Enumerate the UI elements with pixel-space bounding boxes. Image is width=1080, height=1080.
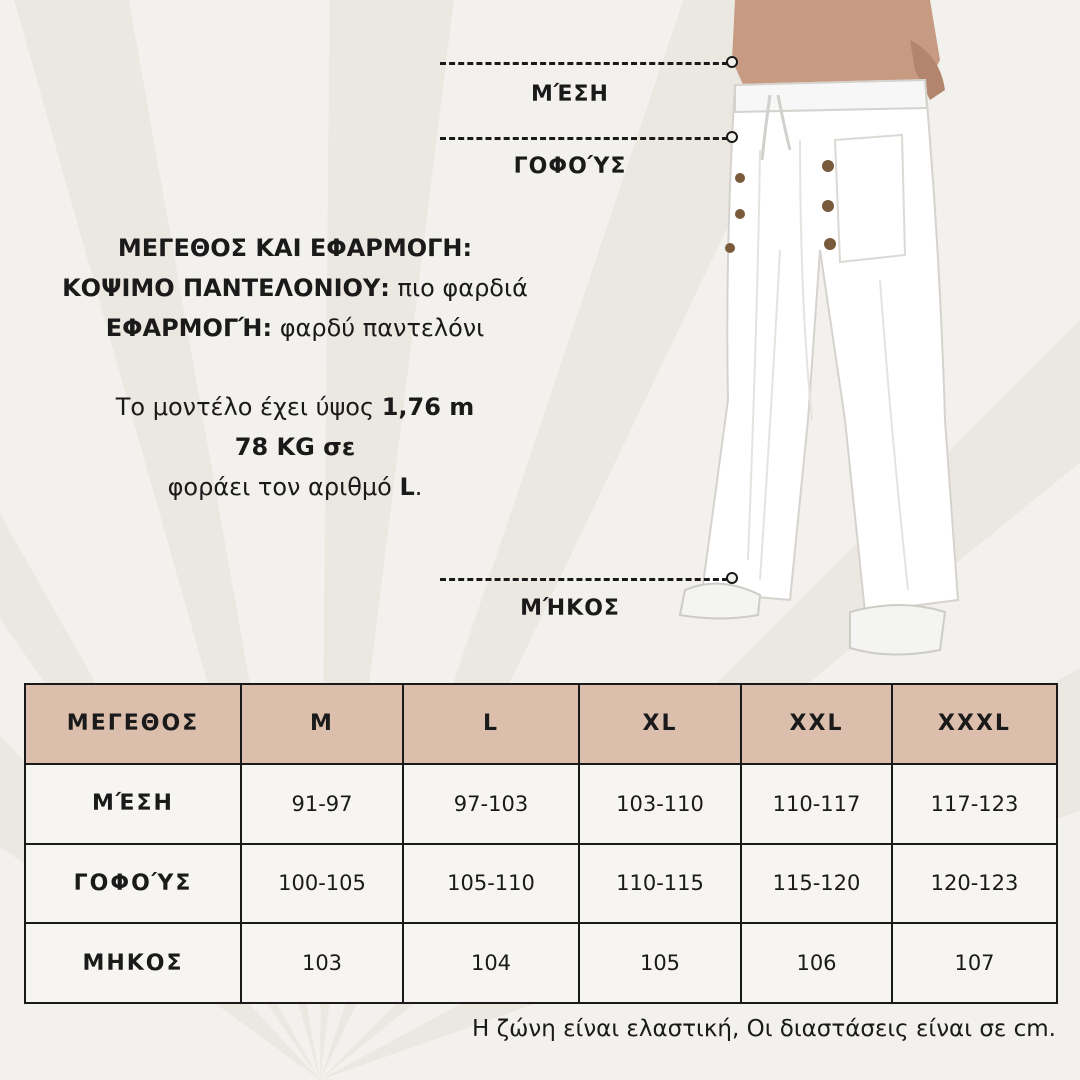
waist-marker-line xyxy=(440,62,728,65)
info-model-weight: 78 KG σε xyxy=(234,433,356,461)
table-cell: 91-97 xyxy=(241,764,403,844)
footnote: Η ζώνη είναι ελαστική, Οι διαστάσεις είναι σε cm. xyxy=(472,1016,1056,1042)
table-row-label: ΜΗΚΟΣ xyxy=(25,923,241,1003)
table-cell: 104 xyxy=(403,923,579,1003)
table-cell: 115-120 xyxy=(741,844,892,924)
info-title: ΜΕΓΕΘΟΣ ΚΑΙ ΕΦΑΡΜΟΓΗ: xyxy=(117,234,473,262)
size-table xyxy=(24,683,1058,1004)
table-header-cell: XXL xyxy=(741,684,892,764)
info-fit-row xyxy=(0,308,590,348)
info-fit-label: ΕΦΑΡΜΟΓΉ: xyxy=(105,314,273,342)
table-header-cell: M xyxy=(241,684,403,764)
info-cut-value: πιο φαρδιά xyxy=(389,274,528,302)
table-cell: 103-110 xyxy=(579,764,741,844)
table-cell: 110-115 xyxy=(579,844,741,924)
table-cell: 105-110 xyxy=(403,844,579,924)
info-model-prefix: Το μοντέλο έχει ύψος xyxy=(115,393,382,421)
size-fit-info xyxy=(0,228,590,507)
info-wears-row xyxy=(0,467,590,507)
info-cut-row xyxy=(0,268,590,308)
waist-marker-dot xyxy=(726,56,738,68)
table-row xyxy=(25,844,1057,924)
table-cell: 120-123 xyxy=(892,844,1057,924)
table-header-cell: L xyxy=(403,684,579,764)
info-model-height: 1,76 m xyxy=(381,393,475,421)
hips-marker-dot xyxy=(726,131,738,143)
table-header-cell: XL xyxy=(579,684,741,764)
table-cell: 103 xyxy=(241,923,403,1003)
table-row xyxy=(25,764,1057,844)
table-header-cell: ΜΕΓΕΘΟΣ xyxy=(25,684,241,764)
info-model-height-row xyxy=(0,387,590,427)
table-header-row xyxy=(25,684,1057,764)
table-cell: 100-105 xyxy=(241,844,403,924)
table-row xyxy=(25,923,1057,1003)
hips-marker-line xyxy=(440,137,728,140)
length-marker-line xyxy=(440,578,728,581)
hips-marker-label: ΓΟΦΟΎΣ xyxy=(513,154,627,179)
length-marker-dot xyxy=(726,572,738,584)
waist-marker-label: ΜΈΣΗ xyxy=(531,82,609,107)
info-wears-size: L xyxy=(399,473,415,501)
table-row-label: ΓΟΦΟΎΣ xyxy=(25,844,241,924)
length-marker-label: ΜΉΚΟΣ xyxy=(520,596,620,621)
table-cell: 110-117 xyxy=(741,764,892,844)
table-cell: 106 xyxy=(741,923,892,1003)
table-row-label: ΜΈΣΗ xyxy=(25,764,241,844)
table-cell: 97-103 xyxy=(403,764,579,844)
info-fit-value: φαρδύ παντελόνι xyxy=(272,314,485,342)
table-cell: 107 xyxy=(892,923,1057,1003)
info-cut-label: ΚΟΨΙΜΟ ΠΑΝΤΕΛΟΝΙΟΥ: xyxy=(62,274,390,302)
table-header-cell: XXXL xyxy=(892,684,1057,764)
table-cell: 117-123 xyxy=(892,764,1057,844)
info-wears-prefix: φοράει τον αριθμό xyxy=(167,473,400,501)
table-cell: 105 xyxy=(579,923,741,1003)
info-wears-suffix: . xyxy=(414,473,423,501)
